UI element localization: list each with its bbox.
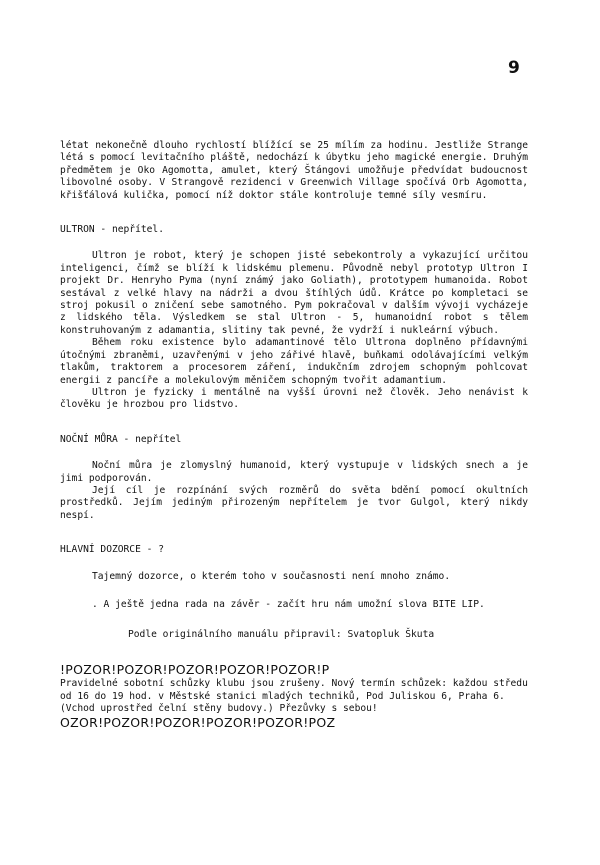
intro-paragraph: létat nekonečně dlouho rychlostí blížící se 25 mílím za hodinu. Jestliže Strange létá s pomocí levitačního pláště, nedochází k úbytku jeho magické energie. Druhým předmětem je Oko Agomotta, amulet, který Štángovi umožňuje předvídat budoucnost libovolné osoby. V Strangově rezidenci v Greenwich Village spočívá Orb Agomotta, křišťálová kulička, pomocí níž doktor stále kontroluje temné síly vesmíru. <box>60 140 528 201</box>
credit-line: Podle originálního manuálu připravil: Svatopluk Škuta <box>128 629 435 641</box>
notice-box <box>60 664 528 730</box>
section-heading-nocni-mura: NOČNÍ MŮRA - nepřítel <box>60 433 182 445</box>
ultron-paragraph-3: Ultron je fyzicky i mentálně na vyšší úrovni než člověk. Jeho nenávist k člověku je hrozbou pro lidstvo. <box>60 386 528 411</box>
dozorce-paragraph: Tajemný dozorce, o kterém toho v současnosti není mnoho známo. <box>92 570 451 582</box>
notice-band-top: !POZOR!POZOR!POZOR!POZOR!POZOR!P <box>60 663 330 677</box>
closing-tip: . A ještě jedna rada na závěr - začít hru nám umožní slova BITE LIP. <box>92 598 485 610</box>
ultron-paragraph-1: Ultron je robot, který je schopen jisté sebekontroly a vykazující určitou inteligenci, čímž se blíží k lidskému plemenu. Původně nebyl prototyp Ultron I projekt Dr. Henryho Pyma (nyní známý jako Goliath), prototypem humanoida. Robot sestával z velké hlavy na nádrži a dvou štíhlých údů. Krátce po kompletaci se stroj pokusil o zničení sebe samotného. Pym pokračoval v dalším vývoji vycházeje z lidského těla. Výsledkem se stal Ultron - 5, humanoidní robot s tělem konstruhovaným z adamantia, slitiny tak pevné, že vydrží i nukleární výbuch. <box>60 250 528 336</box>
document-body <box>60 140 528 730</box>
nocni-mura-paragraph-2: Její cíl je rozpínání svých rozměrů do světa bdění pomocí okultních prostředků. Jejím jediným přirozeným nepřítelem je tvor Gulgol, který nikdy nespí. <box>60 484 528 521</box>
section-heading-dozorce: HLAVNÍ DOZORCE - ? <box>60 544 164 556</box>
page-number: 9 <box>508 58 520 78</box>
nocni-mura-paragraph-1: Noční můra je zlomyslný humanoid, který vystupuje v lidských snech a je jimi podporován. <box>60 460 528 484</box>
ultron-paragraph-2: Během roku existence bylo adamantinové tělo Ultrona doplněno přídavnými útočnými zbraněmi, uzavřenými v jeho zářivé hlavě, buňkami odolávajícími velkým tlakům, traktorem a procesorem záření, indukčním zdrojem schopným pohlcovat energii z pancíře a molekulovým měničem schopným tvořit adamantium. <box>60 337 528 386</box>
section-heading-ultron: ULTRON - nepřítel. <box>60 224 164 236</box>
notice-band-bottom: OZOR!POZOR!POZOR!POZOR!POZOR!POZ <box>60 717 336 730</box>
notice-text: Pravidelné sobotní schůzky klubu jsou zrušeny. Nový termín schůzek: každou středu od 16 do 19 hod. v Městské stanici mladých techniků, Pod Juliskou 6, Praha 6. (Vchod uprostřed čelní stěny budovy.) Přezůvky s sebou! <box>60 678 528 714</box>
